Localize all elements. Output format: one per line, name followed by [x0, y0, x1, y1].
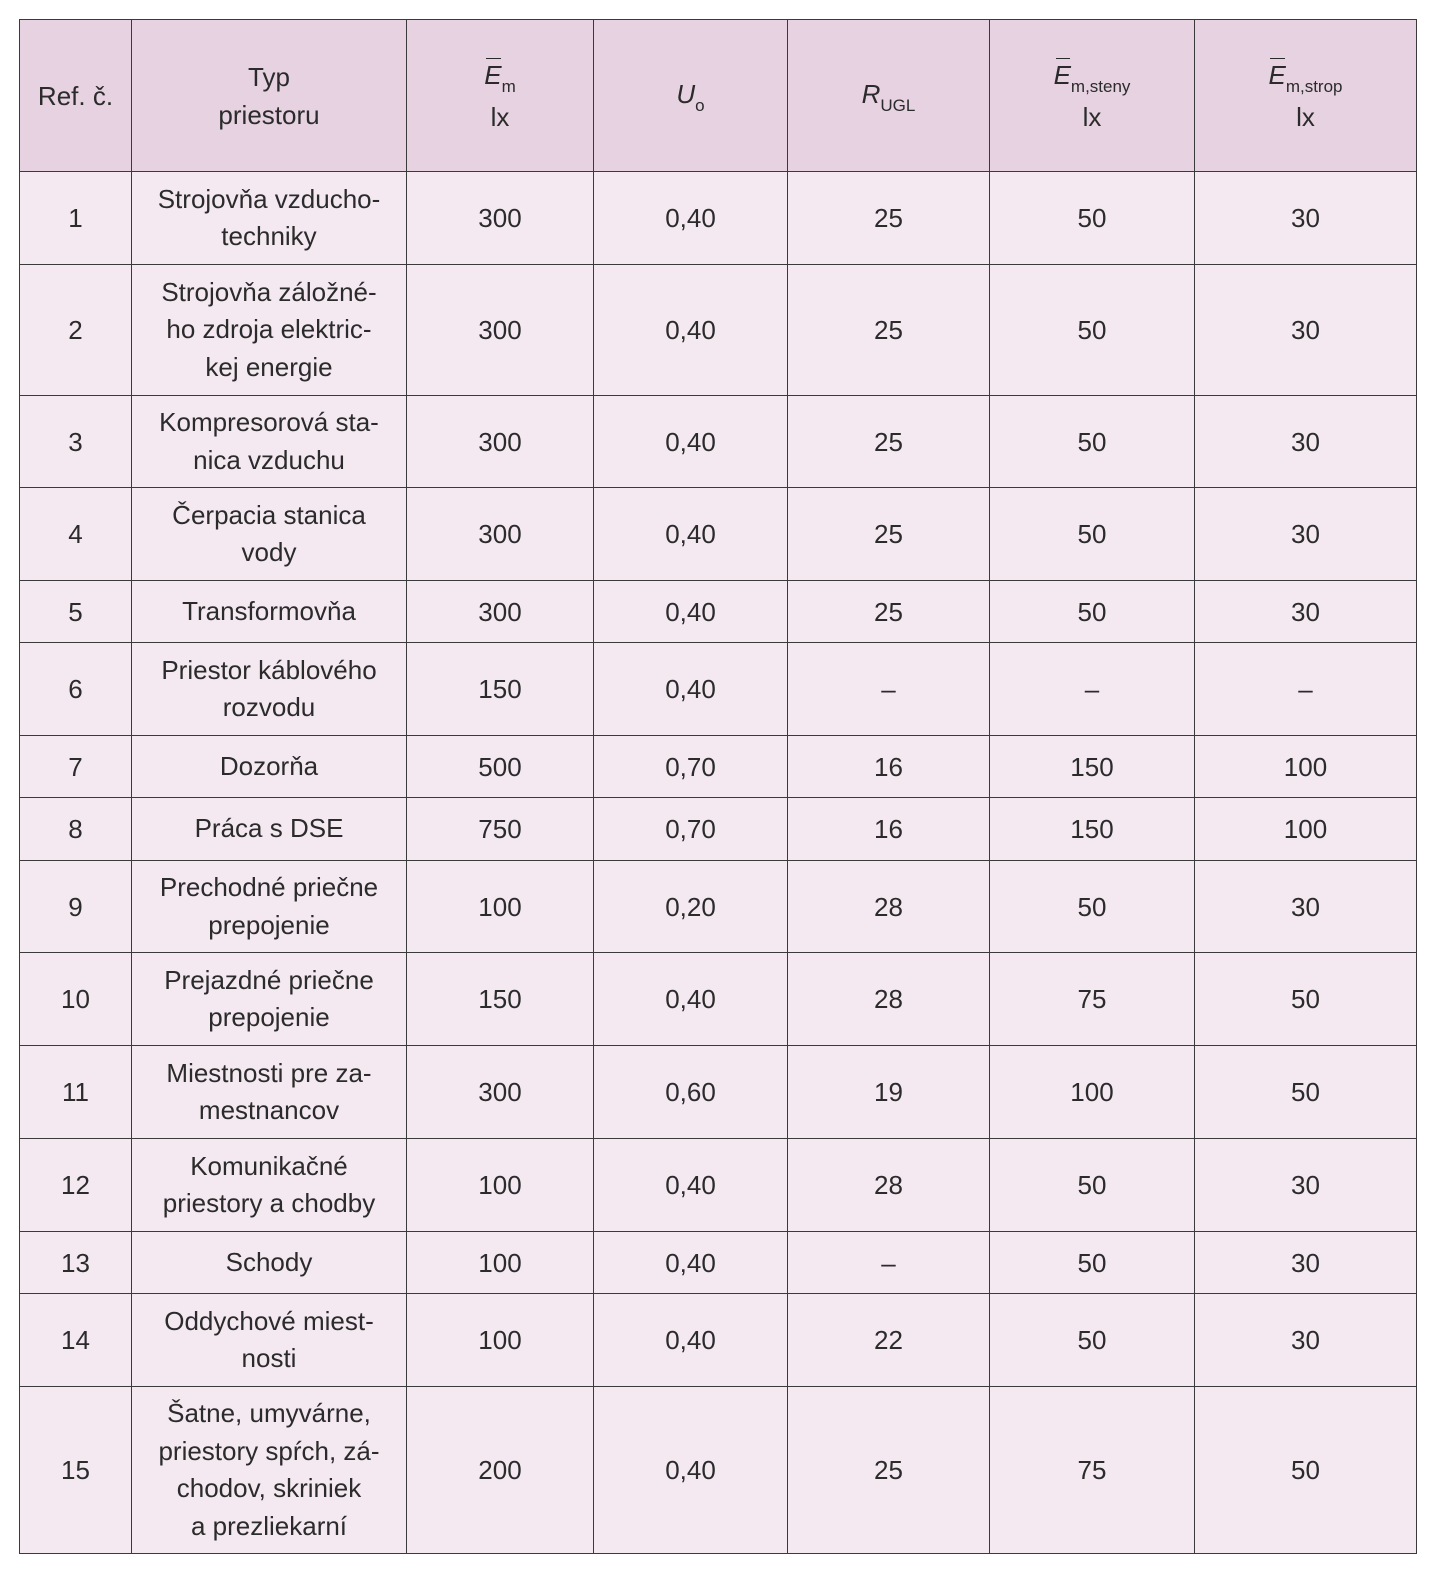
cell-em-steny: 50 — [990, 1139, 1195, 1232]
cell-em-strop: 50 — [1195, 953, 1417, 1046]
cell-rugl: 25 — [788, 1387, 990, 1554]
cell-em-steny: 75 — [990, 953, 1195, 1046]
header-uo — [594, 20, 788, 172]
cell-em: 100 — [407, 861, 594, 953]
cell-em-steny: 75 — [990, 1387, 1195, 1554]
cell-em-steny: – — [990, 643, 1195, 736]
cell-typ — [132, 1294, 407, 1387]
cell-em: 300 — [407, 1046, 594, 1139]
cell-em-steny: 150 — [990, 736, 1195, 798]
cell-typ — [132, 1232, 407, 1294]
cell-typ-line: mestnancov — [198, 1095, 340, 1125]
cell-em-strop: 30 — [1195, 581, 1417, 643]
cell-rugl: 25 — [788, 488, 990, 581]
cell-em-steny: 50 — [990, 265, 1195, 396]
cell-rugl: 25 — [788, 172, 990, 265]
cell-uo: 0,20 — [594, 861, 788, 953]
table-row — [20, 265, 1417, 396]
cell-em: 150 — [407, 953, 594, 1046]
header-typ-line1: Typ — [248, 61, 290, 92]
cell-typ — [132, 736, 407, 798]
cell-em-strop: 30 — [1195, 1294, 1417, 1387]
cell-uo: 0,40 — [594, 953, 788, 1046]
header-em-sub: m — [501, 76, 516, 96]
cell-rugl: 22 — [788, 1294, 990, 1387]
cell-em-strop: – — [1195, 643, 1417, 736]
cell-ref: 14 — [20, 1294, 132, 1387]
cell-rugl: 25 — [788, 396, 990, 488]
cell-typ — [132, 1046, 407, 1139]
cell-typ-line: Komunikačné — [190, 1150, 348, 1181]
cell-typ-line: vody — [241, 537, 297, 567]
cell-typ-line: kej energie — [205, 351, 333, 382]
cell-uo: 0,60 — [594, 1046, 788, 1139]
cell-uo: 0,40 — [594, 265, 788, 396]
table-row — [20, 1232, 1417, 1294]
cell-em-strop: 30 — [1195, 172, 1417, 265]
cell-typ-line: Dozorňa — [219, 750, 319, 781]
cell-em: 300 — [407, 172, 594, 265]
cell-typ — [132, 798, 407, 861]
cell-typ-line: prepojenie — [208, 1002, 330, 1032]
table-row — [20, 798, 1417, 861]
cell-typ — [132, 1387, 407, 1554]
cell-em-strop: 100 — [1195, 798, 1417, 861]
cell-typ — [132, 488, 407, 581]
cell-uo: 0,40 — [594, 581, 788, 643]
cell-uo: 0,40 — [594, 643, 788, 736]
cell-em-strop: 30 — [1195, 396, 1417, 488]
cell-ref: 12 — [20, 1139, 132, 1232]
cell-typ-line: techniky — [221, 221, 317, 251]
table-row — [20, 953, 1417, 1046]
cell-em-strop: 30 — [1195, 1139, 1417, 1232]
header-em-steny — [990, 20, 1195, 172]
cell-rugl: 16 — [788, 798, 990, 861]
cell-em-steny: 50 — [990, 861, 1195, 953]
table-row — [20, 736, 1417, 798]
cell-typ-line: Strojovňa záložné- — [161, 276, 377, 307]
cell-ref: 10 — [20, 953, 132, 1046]
cell-em: 750 — [407, 798, 594, 861]
lighting-requirements-table — [19, 19, 1417, 1554]
cell-uo: 0,40 — [594, 488, 788, 581]
header-steny-sub: m,steny — [1070, 76, 1131, 96]
cell-typ — [132, 861, 407, 953]
cell-rugl: – — [788, 643, 990, 736]
cell-em-strop: 30 — [1195, 1232, 1417, 1294]
cell-uo: 0,40 — [594, 172, 788, 265]
cell-em: 150 — [407, 643, 594, 736]
table-row — [20, 1387, 1417, 1554]
cell-uo: 0,40 — [594, 1387, 788, 1554]
table-header — [20, 20, 1417, 172]
header-strop-symbol: E — [1268, 56, 1285, 94]
table-row — [20, 861, 1417, 953]
cell-typ-line: chodov, skriniek — [176, 1473, 362, 1503]
cell-em-strop: 30 — [1195, 265, 1417, 396]
cell-typ-line: Čerpacia stanica — [172, 499, 366, 530]
cell-typ-line: Práca s DSE — [194, 813, 344, 844]
cell-typ-line: prepojenie — [208, 909, 330, 940]
cell-ref: 3 — [20, 396, 132, 488]
cell-rugl: 25 — [788, 581, 990, 643]
cell-ref: 11 — [20, 1046, 132, 1139]
cell-rugl: 19 — [788, 1046, 990, 1139]
header-ref-label: Ref. č. — [37, 80, 114, 111]
cell-uo: 0,40 — [594, 1232, 788, 1294]
cell-em-strop: 50 — [1195, 1387, 1417, 1554]
cell-em-strop: 30 — [1195, 861, 1417, 953]
cell-typ-line: Transformovňa — [182, 595, 356, 626]
header-rugl — [788, 20, 990, 172]
cell-em-steny: 50 — [990, 396, 1195, 488]
header-typ-line2: priestoru — [218, 99, 320, 130]
cell-typ-line: Priestor káblového — [161, 654, 377, 685]
cell-em: 100 — [407, 1232, 594, 1294]
cell-em-steny: 50 — [990, 488, 1195, 581]
cell-em: 100 — [407, 1139, 594, 1232]
cell-uo: 0,70 — [594, 736, 788, 798]
header-row — [20, 20, 1417, 172]
cell-typ — [132, 265, 407, 396]
header-rugl-symbol: R — [861, 78, 881, 109]
cell-em-steny: 100 — [990, 1046, 1195, 1139]
table-row — [20, 643, 1417, 736]
cell-typ-line: Prejazdné priečne — [164, 964, 374, 995]
table-row — [20, 396, 1417, 488]
cell-typ-line: priestory a chodby — [162, 1188, 376, 1218]
cell-typ-line: Prechodné priečne — [159, 872, 379, 902]
cell-typ — [132, 581, 407, 643]
cell-em-strop: 30 — [1195, 488, 1417, 581]
header-em-symbol: E — [484, 56, 501, 94]
cell-rugl: 28 — [788, 861, 990, 953]
cell-ref: 8 — [20, 798, 132, 861]
header-typ — [132, 20, 407, 172]
lighting-requirements-table-wrapper — [19, 19, 1417, 1554]
cell-typ-line: Miestnosti pre za- — [166, 1057, 372, 1088]
cell-typ-line: nosti — [241, 1343, 297, 1373]
cell-ref: 4 — [20, 488, 132, 581]
cell-ref: 9 — [20, 861, 132, 953]
cell-typ-line: Strojovňa vzducho- — [157, 183, 381, 214]
cell-ref: 15 — [20, 1387, 132, 1554]
cell-em: 300 — [407, 396, 594, 488]
cell-uo: 0,40 — [594, 1139, 788, 1232]
cell-rugl: 28 — [788, 953, 990, 1046]
header-em-strop — [1195, 20, 1417, 172]
cell-rugl: 16 — [788, 736, 990, 798]
cell-typ — [132, 953, 407, 1046]
cell-ref: 6 — [20, 643, 132, 736]
cell-ref: 2 — [20, 265, 132, 396]
cell-typ-line: Oddychové miest- — [164, 1305, 374, 1336]
header-steny-symbol: E — [1054, 56, 1071, 94]
table-row — [20, 1294, 1417, 1387]
cell-typ-line: nica vzduchu — [193, 444, 345, 475]
cell-em-strop: 50 — [1195, 1046, 1417, 1139]
table-row — [20, 488, 1417, 581]
cell-typ-line: ho zdroja elektric- — [166, 314, 372, 345]
cell-uo: 0,40 — [594, 1294, 788, 1387]
cell-em-steny: 150 — [990, 798, 1195, 861]
cell-em: 100 — [407, 1294, 594, 1387]
cell-rugl: 28 — [788, 1139, 990, 1232]
cell-ref: 5 — [20, 581, 132, 643]
cell-em: 200 — [407, 1387, 594, 1554]
cell-typ-line: Kompresorová sta- — [159, 407, 379, 437]
cell-typ — [132, 1139, 407, 1232]
header-em — [407, 20, 594, 172]
cell-em-steny: 50 — [990, 1232, 1195, 1294]
cell-typ-line: Šatne, umyvárne, — [167, 1398, 371, 1428]
cell-em: 300 — [407, 581, 594, 643]
cell-rugl: 25 — [788, 265, 990, 396]
header-strop-unit: lx — [1296, 101, 1315, 132]
cell-typ-line: a prezliekarní — [190, 1510, 348, 1541]
cell-em: 300 — [407, 265, 594, 396]
table-row — [20, 172, 1417, 265]
header-strop-sub: m,strop — [1285, 76, 1343, 96]
table-body — [20, 172, 1417, 1554]
cell-em-steny: 50 — [990, 1294, 1195, 1387]
header-uo-symbol: U — [676, 78, 696, 109]
cell-uo: 0,70 — [594, 798, 788, 861]
cell-ref: 7 — [20, 736, 132, 798]
cell-typ-line: priestory spŕch, zá- — [158, 1435, 380, 1466]
cell-ref: 13 — [20, 1232, 132, 1294]
cell-em-steny: 50 — [990, 581, 1195, 643]
header-ref — [20, 20, 132, 172]
cell-typ-line: Schody — [225, 1246, 313, 1277]
cell-typ — [132, 172, 407, 265]
table-row — [20, 1139, 1417, 1232]
table-row — [20, 581, 1417, 643]
cell-em-strop: 100 — [1195, 736, 1417, 798]
header-em-unit: lx — [490, 101, 510, 132]
header-rugl-sub: UGL — [880, 95, 916, 115]
table-row — [20, 1046, 1417, 1139]
cell-typ-line: rozvodu — [222, 692, 316, 722]
cell-typ — [132, 643, 407, 736]
header-steny-unit: lx — [1082, 101, 1102, 132]
cell-em: 300 — [407, 488, 594, 581]
cell-typ — [132, 396, 407, 488]
cell-em-steny: 50 — [990, 172, 1195, 265]
cell-uo: 0,40 — [594, 396, 788, 488]
header-uo-sub: o — [695, 95, 705, 115]
cell-em: 500 — [407, 736, 594, 798]
cell-ref: 1 — [20, 172, 132, 265]
cell-rugl: – — [788, 1232, 990, 1294]
